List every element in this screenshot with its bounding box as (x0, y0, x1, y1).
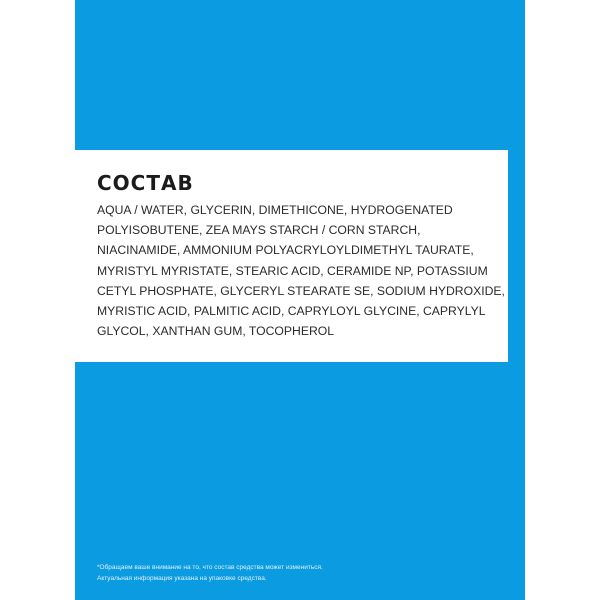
footnote-line: *Обращаем ваше внимание на то, что состав средства может измениться. (97, 564, 323, 571)
disclaimer-footnote (97, 562, 517, 584)
ingredients-line: CETYL PHOSPHATE, GLYCERYL STEARATE SE, SODIUM HYDROXIDE, (97, 283, 505, 298)
composition-card (75, 150, 508, 362)
ingredients-line: NIACINAMIDE, AMMONIUM POLYACRYLOYLDIMETHYL TAURATE, (97, 243, 474, 258)
ingredients-line: POLYISOBUTENE, ZEA MAYS STARCH / CORN STARCH, (97, 223, 421, 238)
composition-title: СОСТАВ (97, 171, 194, 195)
ingredients-list (97, 200, 505, 341)
ingredients-line: GLYCOL, XANTHAN GUM, TOCOPHEROL (97, 324, 335, 339)
ingredients-line: MYRISTIC ACID, PALMITIC ACID, CAPRYLOYL GLYCINE, CAPRYLYL (97, 304, 486, 319)
ingredients-line: AQUA / WATER, GLYCERIN, DIMETHICONE, HYDROGENATED (97, 203, 453, 217)
footnote-line: Актуальная информация указана на упаковке средства. (97, 575, 267, 582)
ingredients-line: MYRISTYL MYRISTATE, STEARIC ACID, CERAMIDE NP, POTASSIUM (97, 263, 488, 278)
